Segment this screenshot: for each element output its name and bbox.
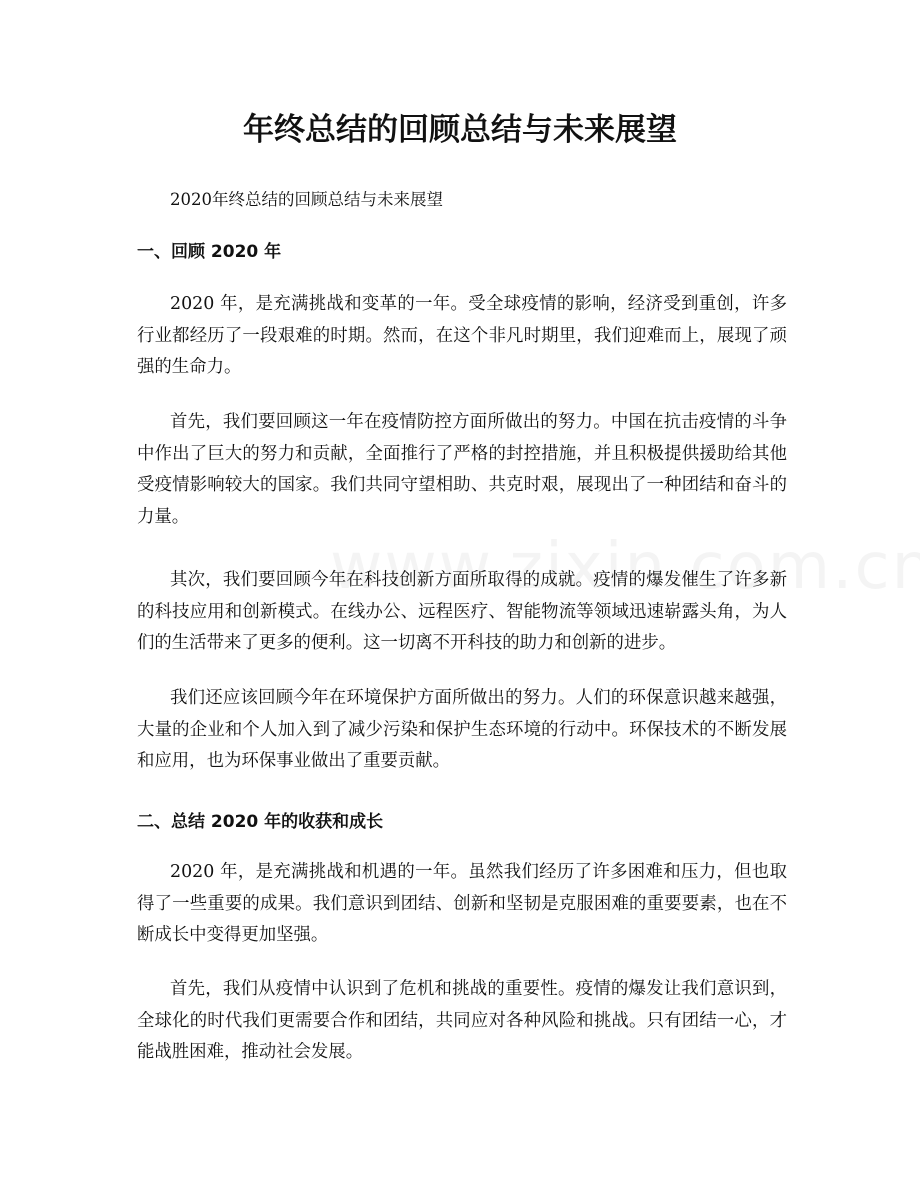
document-subtitle: 2020年终总结的回顾总结与未来展望	[170, 190, 443, 209]
section-heading-summary: 二、总结 2020 年的收获和成长	[137, 812, 384, 832]
paragraph: 首先，我们要回顾这一年在疫情防控方面所做出的努力。中国在抗击疫情的斗争中作出了巨大的努力和贡献，全面推行了严格的封控措施，并且积极提供援助给其他受疫情影响较大的国家。我们共同守望相助、共克时艰，展现出了一种团结和奋斗的力量。	[137, 412, 787, 527]
paragraph: 首先，我们从疫情中认识到了危机和挑战的重要性。疫情的爆发让我们意识到，全球化的时代我们更需要合作和团结，共同应对各种风险和挑战。只有团结一心，才能战胜困难，推动社会发展。	[137, 979, 787, 1062]
paragraph: 2020 年，是充满挑战和变革的一年。受全球疫情的影响，经济受到重创，许多行业都经历了一段艰难的时期。然而，在这个非凡时期里，我们迎难而上，展现了顽强的生命力。	[137, 294, 787, 377]
paragraph: 2020 年，是充满挑战和机遇的一年。虽然我们经历了许多困难和压力，但也取得了一些重要的成果。我们意识到团结、创新和坚韧是克服困难的重要要素，也在不断成长中变得更加坚强。	[137, 862, 787, 945]
document-title: 年终总结的回顾总结与未来展望	[243, 112, 677, 148]
paragraph: 其次，我们要回顾今年在科技创新方面所取得的成就。疫情的爆发催生了许多新的科技应用和创新模式。在线办公、远程医疗、智能物流等领域迅速崭露头角，为人们的生活带来了更多的便利。这一切离不开科技的助力和创新的进步。	[137, 570, 787, 653]
section-heading-review: 一、回顾 2020 年	[137, 242, 282, 262]
paragraph: 我们还应该回顾今年在环境保护方面所做出的努力。人们的环保意识越来越强，大量的企业和个人加入到了减少污染和保护生态环境的行动中。环保技术的不断发展和应用，也为环保事业做出了重要贡献。	[137, 688, 787, 771]
